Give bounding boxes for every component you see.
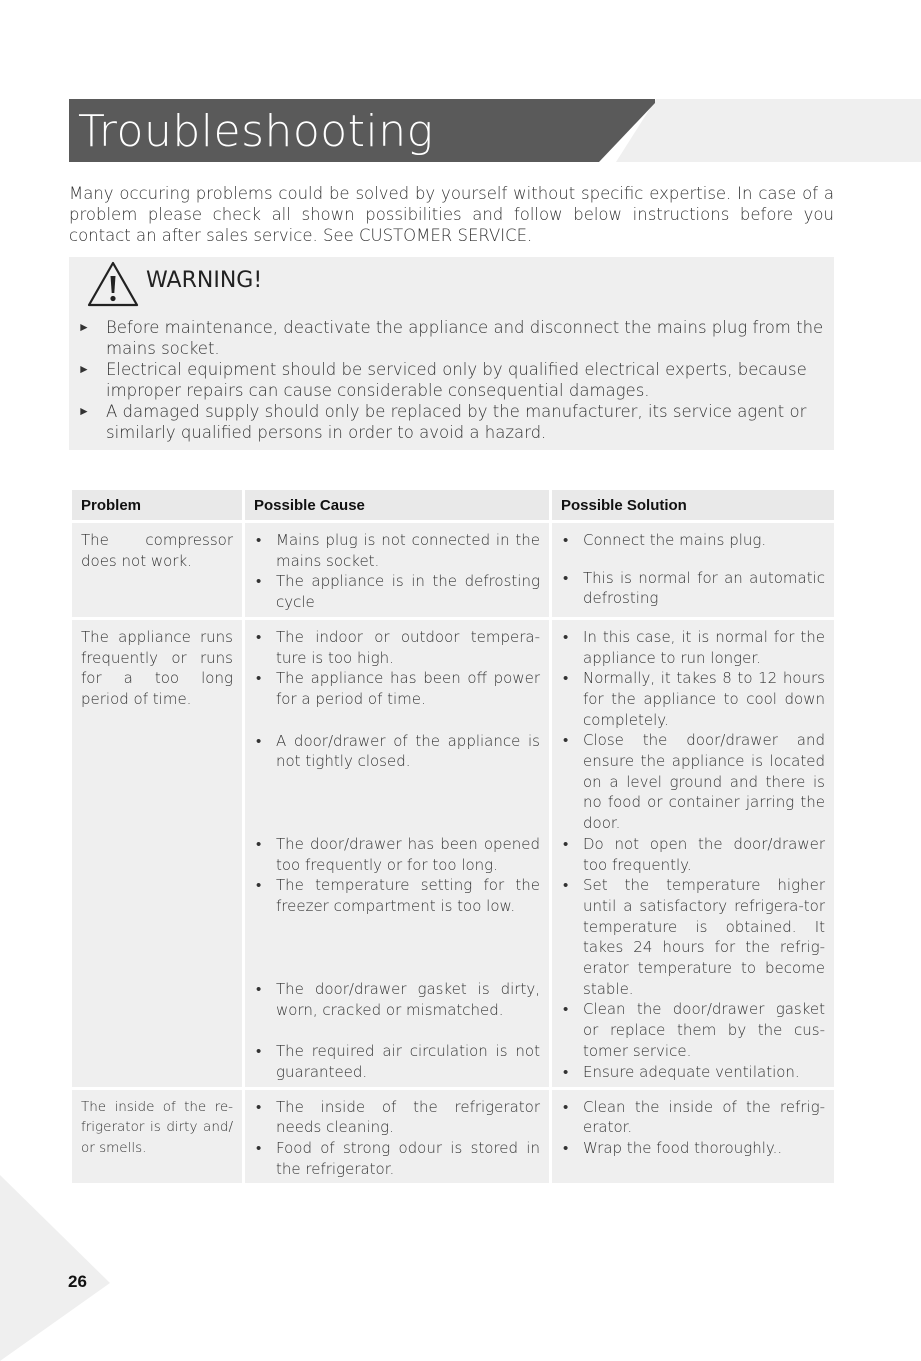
solution-cell [552, 1090, 834, 1184]
page-title: Troubleshooting [78, 106, 434, 157]
intro-paragraph: Many occuring problems could be solved by yourself without specific expertise. In case of a problem please check all shown possibilities and follow below instructions before you contact an after sales service. See CUSTOMER SERVICE. [69, 184, 834, 245]
cause-cell [245, 1090, 549, 1184]
solution-cell [552, 523, 834, 617]
solution-item: • Ensure adequate ventilation. [561, 1062, 825, 1083]
header-decoration [616, 99, 921, 162]
header-problem: Problem [72, 490, 242, 520]
cause-item: • Food of strong odour is stored in the refrigerator. [254, 1138, 540, 1179]
cause-cell [245, 620, 549, 1087]
cause-item: • The appliance is in the defrosting cycle [254, 571, 540, 612]
table-row [72, 1090, 834, 1184]
cause-item: • The appliance has been off power for a period of time. [254, 668, 540, 709]
solution-item: • In this case, it is normal for the appliance to run longer. [561, 627, 825, 668]
cause-item: • The indoor or outdoor tempera-ture is too high. [254, 627, 540, 668]
warning-list [78, 317, 828, 443]
solution-item: • Clean the door/drawer gasket or replace them by the cus-tomer service. [561, 999, 825, 1061]
warning-triangle-icon [86, 260, 140, 308]
cause-item: • Mains plug is not connected in the mains socket. [254, 530, 540, 571]
warning-title: WARNING! [146, 268, 263, 293]
solution-item: • Close the door/drawer and ensure the appliance is located on a level ground and there is no food or container jarring the door. [561, 730, 825, 834]
problem-cell: The appliance runs frequently or runs for a too long period of time. [72, 620, 242, 1087]
troubleshooting-table [69, 487, 837, 1186]
header-possible-solution: Possible Solution [552, 490, 834, 520]
corner-decoration [0, 1175, 110, 1361]
solution-item: • Clean the inside of the refrig-erator. [561, 1097, 825, 1138]
solution-item: • Connect the mains plug. [561, 530, 825, 551]
table-row [72, 620, 834, 1087]
cause-item: • The door/drawer has been opened too frequently or for too long. [254, 834, 540, 875]
warning-item: ► Before maintenance, deactivate the appliance and disconnect the mains plug from the mains socket. [78, 318, 824, 358]
solution-item: • This is normal for an automatic defrosting [561, 568, 825, 609]
page-number: 26 [68, 1272, 87, 1291]
warning-item: ► A damaged supply should only be replaced by the manufacturer, its service agent or similarly qualified persons in order to avoid a hazard. [78, 402, 807, 442]
cause-item: • The required air circulation is not guaranteed. [254, 1041, 540, 1082]
problem-cell: The inside of the re-frigerator is dirty and/ or smells. [72, 1090, 242, 1184]
solution-item: • Set the temperature higher until a satisfactory refrigera-tor temperature is obtained. It takes 24 hours for the refrig-erator temperature to become stable. [561, 875, 825, 999]
solution-cell [552, 620, 834, 1087]
problem-cell: The compressor does not work. [72, 523, 242, 617]
warning-item: ► Electrical equipment should be serviced only by qualified electrical experts, because improper repairs can cause considerable consequential damages. [78, 360, 807, 400]
bullet-arrow-icon: ► [78, 404, 90, 418]
table-header-row [72, 490, 834, 520]
cause-item: • The inside of the refrigerator needs cleaning. [254, 1097, 540, 1138]
header-possible-cause: Possible Cause [245, 490, 549, 520]
table-row [72, 523, 834, 617]
solution-item: • Wrap the food thoroughly.. [561, 1138, 825, 1159]
cause-item: • The door/drawer gasket is dirty, worn, cracked or mismatched. [254, 979, 540, 1020]
cause-item: • A door/drawer of the appliance is not tightly closed. [254, 731, 540, 772]
bullet-arrow-icon: ► [78, 320, 90, 334]
solution-item: • Do not open the door/drawer too frequently. [561, 834, 825, 875]
solution-item: • Normally, it takes 8 to 12 hours for the appliance to cool down completely. [561, 668, 825, 730]
cause-cell [245, 523, 549, 617]
bullet-arrow-icon: ► [78, 362, 90, 376]
cause-item: • The temperature setting for the freezer compartment is too low. [254, 875, 540, 916]
